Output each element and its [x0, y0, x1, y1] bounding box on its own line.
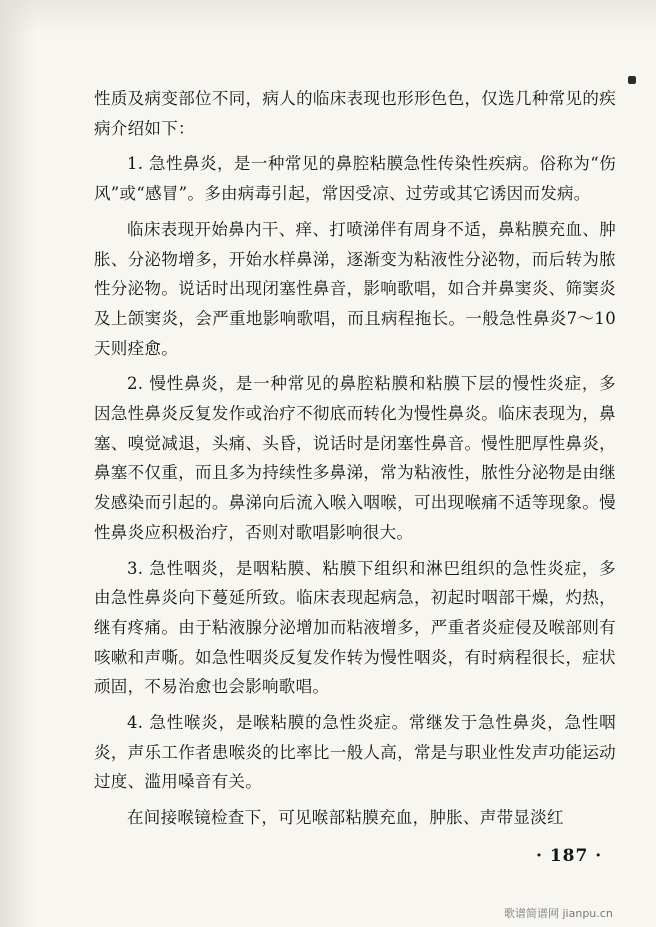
paragraph-intro: 性质及病变部位不同，病人的临床表现也形形色色，仅选几种常见的疾病介绍如下：: [94, 89, 616, 138]
scan-shadow-left: [0, 0, 36, 927]
paragraph-chronic-rhinitis: 2. 慢性鼻炎，是一种常见的鼻腔粘膜和粘膜下层的慢性炎症，多因急性鼻炎反复发作或治疗不彻底而转化为慢性鼻炎。临床表现为，鼻塞、嗅觉减退，头痛、头昏，说话时是闭塞性鼻音。慢性肥厚性鼻炎，鼻塞不仅重，而且多为持续性多鼻涕，常为粘液性，脓性分泌物是由继发感染而引起的。鼻涕向后流入喉入咽喉，可出现喉痛不适等现象。慢性鼻炎应积极治疗，否则对歌唱影响很大。: [94, 374, 616, 542]
paragraph-acute-rhinitis-symptoms: 临床表现开始鼻内干、痒、打喷涕伴有周身不适，鼻粘膜充血、肿胀、分泌物增多，开始水样鼻涕，逐渐变为粘液性分泌物，而后转为脓性分泌物。说话时出现闭塞性鼻音，影响歌唱，如合并鼻窦炎、筛窦炎及上颌窦炎，会严重地影响歌唱，而且病程拖长。一般急性鼻炎7～10天则痊愈。: [94, 219, 616, 358]
paragraph-acute-rhinitis: 1. 急性鼻炎，是一种常见的鼻腔粘膜急性传染性疾病。俗称为“伤风”或“感冒”。多由病毒引起，常因受凉、过劳或其它诱因而发病。: [94, 154, 616, 204]
page-number: · 187 ·: [536, 846, 603, 866]
scan-shadow-top: [0, 0, 656, 34]
paragraph-laryngoscopy: 在间接喉镜检查下，可见喉部粘膜充血，肿胀、声带显淡红: [127, 808, 564, 828]
body-text: [94, 84, 616, 833]
paragraph-acute-pharyngitis: 3. 急性咽炎，是咽粘膜、粘膜下组织和淋巴组织的急性炎症，多由急性鼻炎向下蔓延所致。临床表现起病急，初起时咽部干燥，灼热，继有疼痛。由于粘液腺分泌增加而粘液增多，严重者炎症侵及喉部则有咳嗽和声嘶。如急性咽炎反复发作转为慢性咽炎，有时病程很长，症状顽固，不易治愈也会影响歌唱。: [94, 558, 616, 697]
site-watermark: 歌谱简谱网 jianpu.cn: [504, 907, 613, 920]
paragraph-acute-laryngitis: 4. 急性喉炎，是喉粘膜的急性炎症。常继发于急性鼻炎，急性咽炎，声乐工作者患喉炎的比率比一般人高，常是与职业性发声功能运动过度、滥用嗓音有关。: [94, 713, 616, 792]
scan-speck: [628, 76, 636, 84]
